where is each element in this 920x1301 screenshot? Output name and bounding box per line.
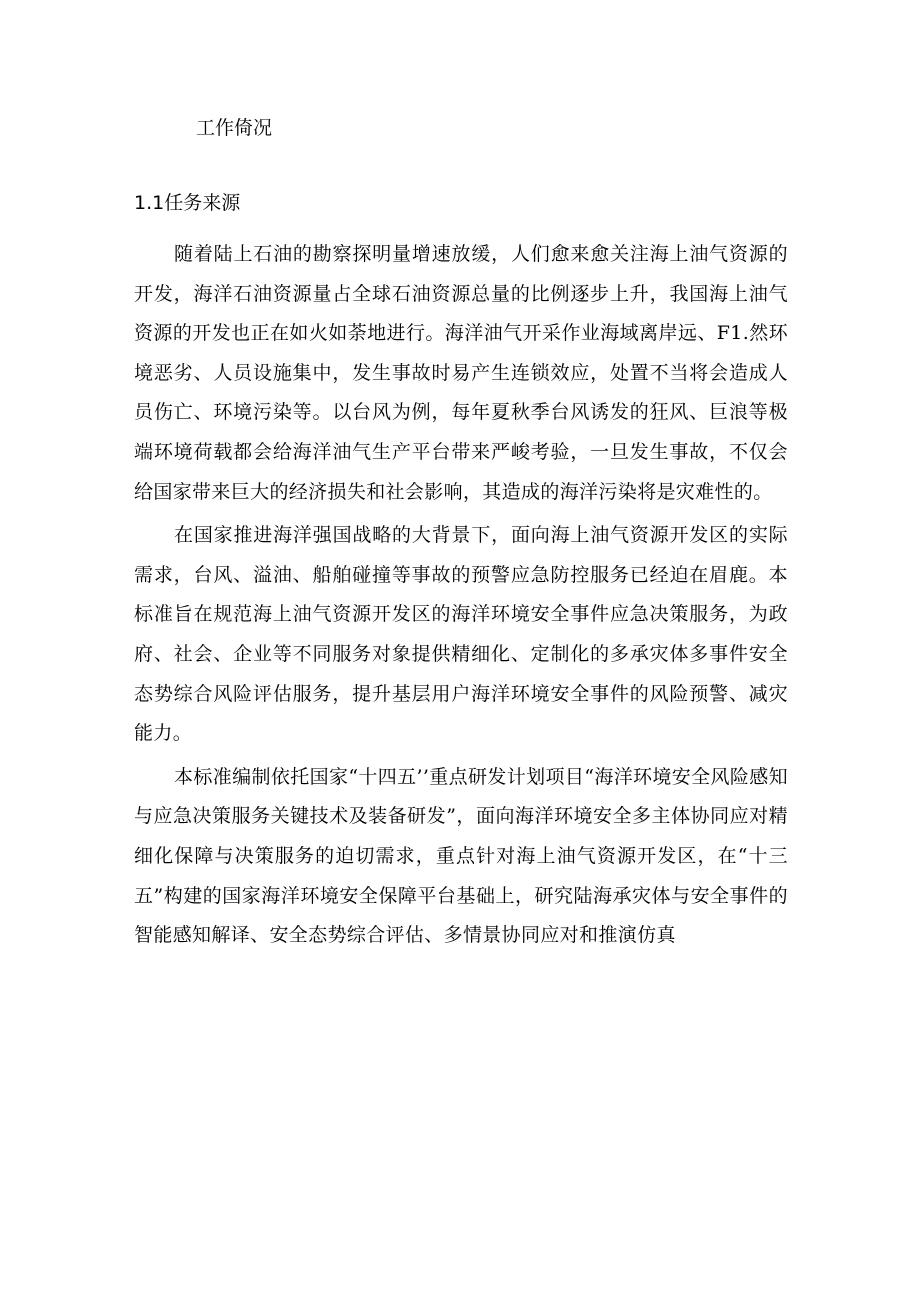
paragraph: 本标准编制依托国家“十四五’’重点研发计划项目“海洋环境安全风险感知与应急决策服务关键技术及装备研发”，面向海洋环境安全多主体协同应对精细化保障与决策服务的迫切需求，重点针对海上油气资源开发区，在“十三五”构建的国家海洋环境安全保障平台基础上，研究陆海承灾体与安全事件的智能感知解译、安全态势综合评估、多情景协同应对和推演仿真	[134, 765, 788, 947]
document-title: 工作倚况	[196, 117, 273, 139]
paragraph: 在国家推进海洋强国战略的大背景下，面向海上油气资源开发区的实际需求，台风、溢油、船舶碰撞等事故的预警应急防控服务已经迫在眉鹿。本标准旨在规范海上油气资源开发区的海洋环境安全事件应急决策服务，为政府、社会、企业等不同服务对象提供精细化、定制化的多承灾体多事件安全态势综合风险评估服务，提升基层用户海洋环境安全事件的风险预警、减灾能力。	[134, 524, 788, 745]
section-body	[134, 235, 788, 956]
section-heading: 1.1任务来源	[134, 192, 241, 214]
paragraph: 随着陆上石油的勘察探明量增速放缓，人们愈来愈关注海上油气资源的开发，海洋石油资源量占全球石油资源总量的比例逐步上升，我国海上油气资源的开发也正在如火如荼地进行。海洋油气开采作业海域离岸远、F1.然环境恶劣、人员设施集中，发生事故时易产生连锁效应，处置不当将会造成人员伤亡、环境污染等。以台风为例，每年夏秋季台风诱发的狂风、巨浪等极端环境荷载都会给海洋油气生产平台带来严峻考验，一旦发生事故，不仅会给国家带来巨大的经济损失和社会影响，其造成的海洋污染将是灾难性的。	[134, 243, 788, 503]
